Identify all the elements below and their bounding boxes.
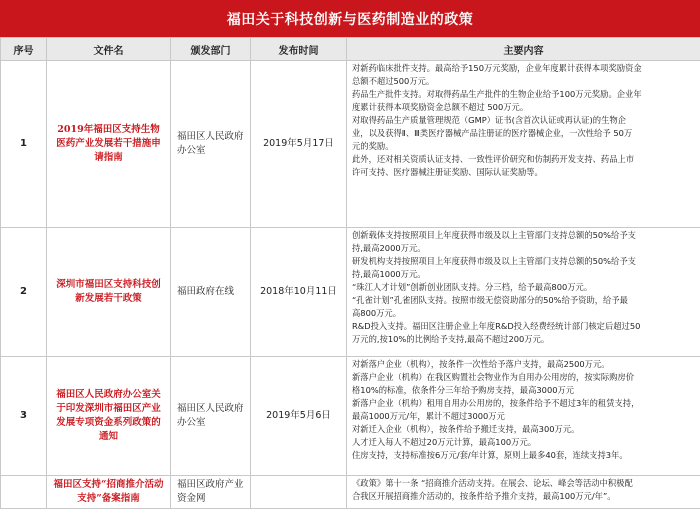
publish-date: 2019年5月17日: [251, 61, 347, 228]
main-content: [347, 357, 700, 476]
column-header-content: 主要内容: [347, 38, 700, 61]
content-line: 持,最高1000万元。: [352, 268, 695, 281]
content-line: 研发机构支持按照项目上年度获得市级及以上主管部门支持总额的50%给予支: [352, 255, 695, 268]
content-line: 此外，还对相关资质认证支持、一致性评价研究和仿制药开发支持、药品上市: [352, 153, 695, 166]
content-line: 新落户企业（机构）在我区购置社会物业作为自用办公用房的，按实际购房价: [352, 371, 695, 384]
column-header-doc: 文件名: [47, 38, 171, 61]
content-line: 合我区开展招商推介活动的，按条件给予推介支持，最高100万元/年”。: [352, 490, 695, 503]
document-name: 深圳市福田区支持科技创新发展若干政策: [47, 228, 171, 357]
document-name: 福田区支持“招商推介活动支持”备案指南: [47, 476, 171, 509]
main-content: [347, 61, 700, 228]
page-title: 福田关于科技创新与医药制造业的政策: [0, 0, 700, 37]
content-line: 新落户企业（机构）租用自用办公用房的，按条件给予不超过3年的租赁支持，: [352, 397, 695, 410]
table-row: [1, 228, 700, 357]
document-name: 2019年福田区支持生物医药产业发展若干措施申请指南: [47, 61, 171, 228]
content-line: 业，以及获得Ⅱ、Ⅲ类医疗器械产品注册证的医疗器械企业，一次性给予 50万: [352, 127, 695, 140]
table-header-row: [1, 38, 700, 61]
column-header-no: 序号: [1, 38, 47, 61]
content-line: 创新载体支持按照项目上年度获得市级及以上主管部门支持总额的50%给予支: [352, 229, 695, 242]
content-line: 药品生产批件支持。对取得药品生产批件的生物企业给予100万元奖励。企业年: [352, 88, 695, 101]
table-row: [1, 476, 700, 509]
content-line: 总额不超过500万元。: [352, 75, 695, 88]
content-line: 对新落户企业（机构），按条件一次性给予落户支持，最高2500万元。: [352, 358, 695, 371]
row-number: 3: [1, 357, 47, 476]
table-row: [1, 357, 700, 476]
content-line: 度累计获得本项奖励资金总额不超过 500万元。: [352, 101, 695, 114]
document-name: 福田区人民政府办公室关于印发深圳市福田区产业发展专项资金系列政策的通知: [47, 357, 171, 476]
content-line: 《政策》第十一条 “招商推介活动支持。在展会、论坛、峰会等活动中积极配: [352, 477, 695, 490]
row-number: 2: [1, 228, 47, 357]
content-line: 高800万元。: [352, 307, 695, 320]
column-header-date: 发布时间: [251, 38, 347, 61]
content-line: 人才迁入每人不超过20万元计算，最高100万元。: [352, 436, 695, 449]
content-line: 格10%的标准，依条件分三年给予购房支持，最高3000万元: [352, 384, 695, 397]
publish-date: [251, 476, 347, 509]
row-number: 1: [1, 61, 47, 228]
table-row: [1, 61, 700, 228]
content-line: 对新药临床批件支持。最高给予150万元奖励，企业年度累计获得本项奖励资金: [352, 62, 695, 75]
content-line: R&D投入支持。福田区注册企业上年度R&D投入经费经统计部门核定后超过50: [352, 320, 695, 333]
main-content: [347, 476, 700, 509]
issuing-department: 福田区人民政府办公室: [171, 61, 251, 228]
row-number: [1, 476, 47, 509]
content-line: 许可支持、医疗器械注册证奖励、国际认证奖励等。: [352, 166, 695, 179]
content-line: “珠江人才计划”创新创业团队支持。分三档，给予最高800万元。: [352, 281, 695, 294]
main-content: [347, 228, 700, 357]
column-header-dept: 颁发部门: [171, 38, 251, 61]
content-line: 元的奖励。: [352, 140, 695, 153]
issuing-department: 福田区政府产业资金网: [171, 476, 251, 509]
content-line: 住房支持，支持标准按6万元/套/年计算，原则上最多40套，连续支持3年。: [352, 449, 695, 462]
content-line: 万元的,按10%的比例给予支持,最高不超过200万元。: [352, 333, 695, 346]
issuing-department: 福田政府在线: [171, 228, 251, 357]
issuing-department: 福田区人民政府办公室: [171, 357, 251, 476]
publish-date: 2019年5月6日: [251, 357, 347, 476]
content-line: 最高1000万元/年，累计不超过3000万元: [352, 410, 695, 423]
content-line: 对取得药品生产质量管理规范（GMP）证书(含首次认证或再认证)的生物企: [352, 114, 695, 127]
content-line: 对新迁入企业（机构），按条件给予搬迁支持，最高300万元。: [352, 423, 695, 436]
policy-table: [0, 37, 700, 509]
content-line: 持,最高2000万元。: [352, 242, 695, 255]
content-line: “孔雀计划”孔雀团队支持。按照市级无偿资助部分的50%给予资助，给予最: [352, 294, 695, 307]
publish-date: 2018年10月11日: [251, 228, 347, 357]
